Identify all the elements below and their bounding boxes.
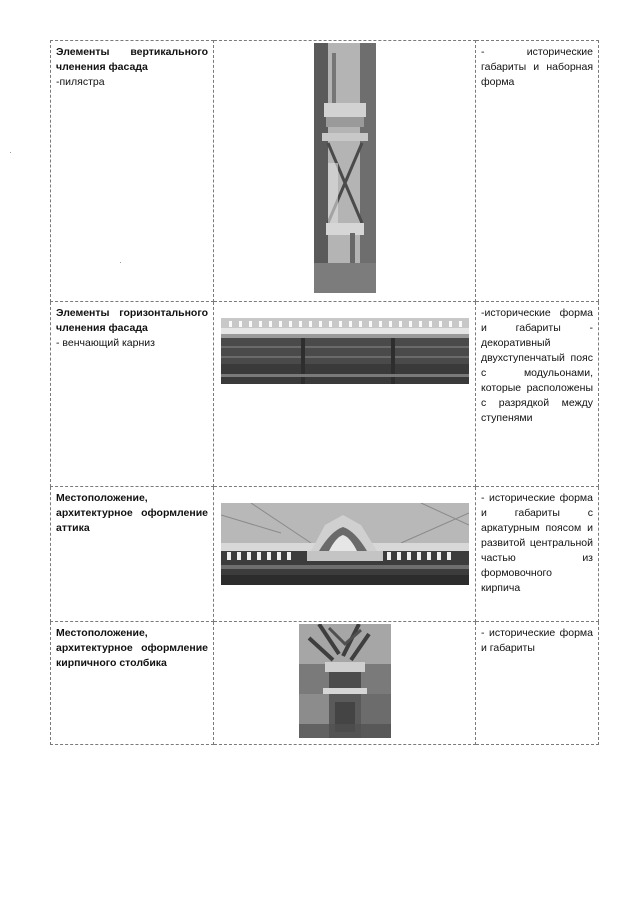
- pilaster-photo: [314, 43, 376, 293]
- element-subtitle: - венчающий карниз: [56, 337, 155, 349]
- features-cell: [476, 41, 599, 302]
- brick-post-photo: [299, 624, 391, 738]
- features-text: - исторические форма и габариты: [481, 627, 593, 654]
- element-title: Элементы вертикального членения фасада: [56, 46, 208, 73]
- photo-cell: [214, 622, 476, 745]
- photo-cell: [214, 487, 476, 622]
- features-cell: [476, 622, 599, 745]
- features-text: - исторические габариты и наборная форма: [481, 46, 593, 88]
- element-cell: [51, 302, 214, 487]
- element-title: Местоположение, архитектурное оформление аттика: [56, 492, 208, 534]
- protected-elements-table: [50, 40, 599, 745]
- features-text: - исторические форма и габариты с аркатурным поясом и развитой центральной частью из формовочного кирпича: [481, 492, 593, 594]
- element-cell: [51, 487, 214, 622]
- table-row: [51, 302, 599, 487]
- element-title: Местоположение, архитектурное оформление кирпичного столбика: [56, 627, 208, 669]
- photo-cell: [214, 302, 476, 487]
- features-cell: [476, 487, 599, 622]
- cornice-photo: [221, 318, 469, 384]
- photo-cell: [214, 41, 476, 302]
- element-subtitle: -пилястра: [56, 76, 105, 88]
- element-cell: [51, 41, 214, 302]
- table-row: [51, 622, 599, 745]
- attic-photo: [221, 503, 469, 585]
- element-title: Элементы горизонтального членения фасада: [56, 307, 208, 334]
- scan-speck: [10, 152, 11, 153]
- features-cell: [476, 302, 599, 487]
- element-cell: [51, 622, 214, 745]
- scan-speck: [120, 262, 121, 263]
- table-row: [51, 487, 599, 622]
- table-row: [51, 41, 599, 302]
- features-text: -исторические форма и габариты - декоративный двухступенчатый пояс с модульонами, которые расположены с разрядкой между ступенями: [481, 307, 593, 424]
